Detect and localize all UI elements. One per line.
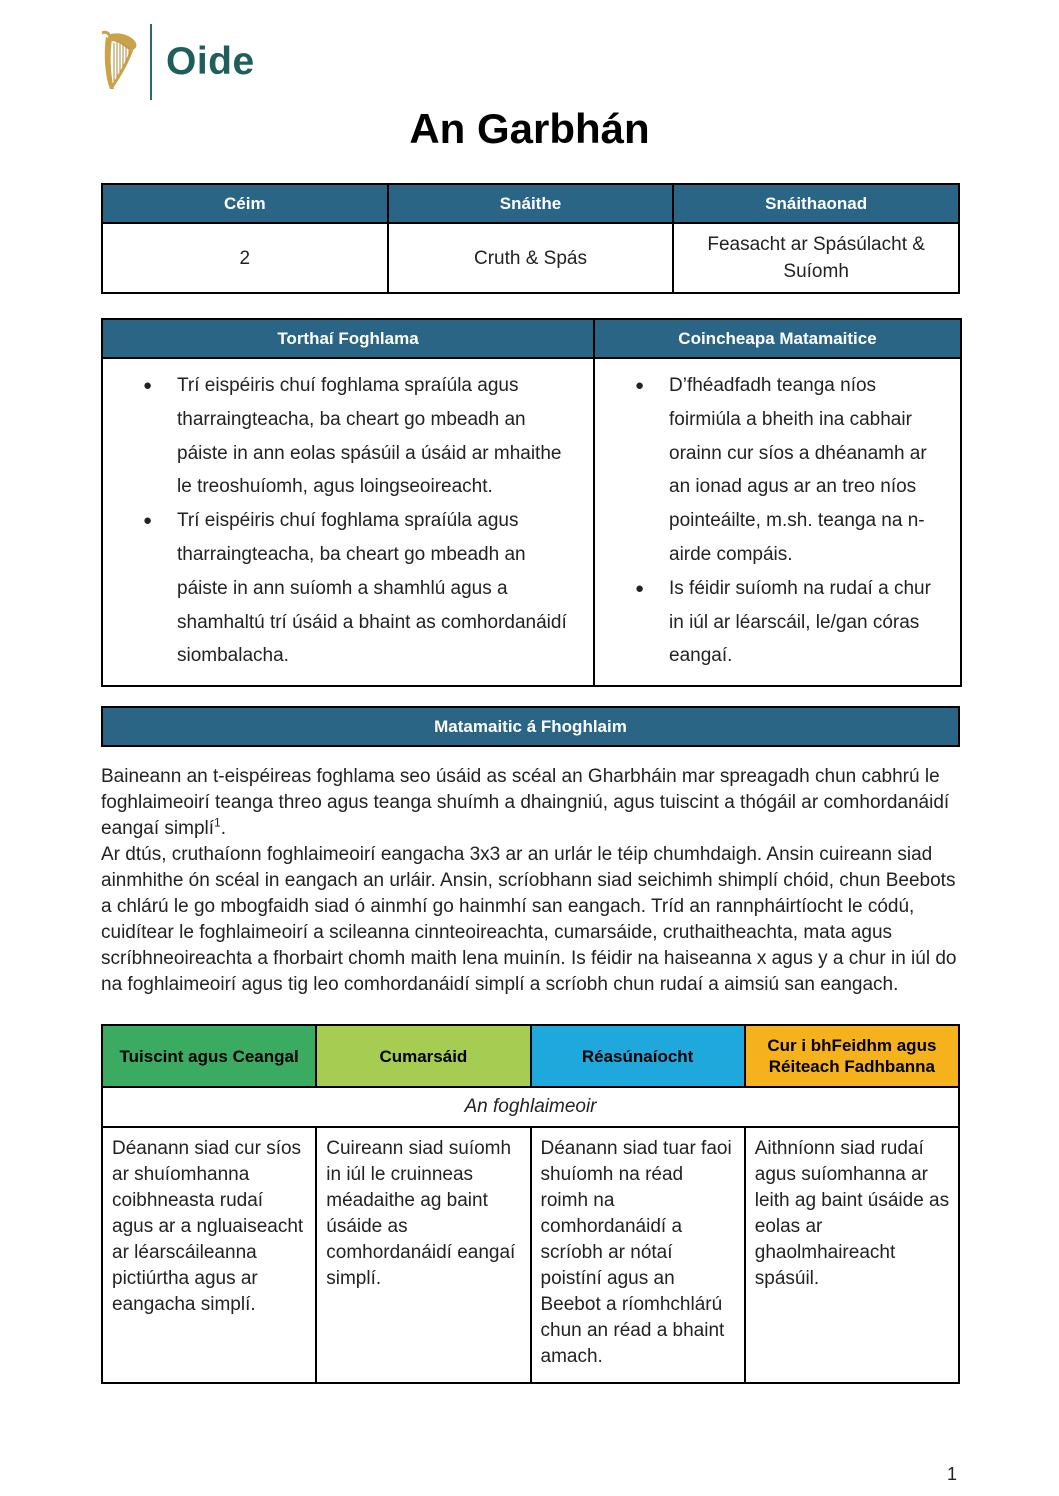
skill-cell-reasunaiocht: Déanann siad tuar faoi shuíomh na réad roimh na comhordanáidí a scríobh ar nótaí poistíní agus an Beebot a ríomhchlárú chun an réad a bhaint amach.: [531, 1127, 745, 1383]
header-coincheapa: Coincheapa Matamaitice: [594, 319, 961, 358]
header-reasunaiocht: Réasúnaíocht: [531, 1025, 745, 1087]
list-item: ● Trí eispéiris chuí foghlama spraíúla agus tharraingteacha, ba cheart go mbeadh an páiste in ann suíomh a shamhlú agus a shamhaltú trí úsáid a bhaint as comhordanáidí siombalacha.: [177, 504, 579, 673]
list-item: ● Trí eispéiris chuí foghlama spraíúla agus tharraingteacha, ba cheart go mbeadh an páiste in ann eolas spásúil a úsáid ar mhaithe le treoshuíomh, agus loingseoireacht.: [177, 369, 579, 504]
list-item: ● Is féidir suíomh na rudaí a chur in iúl ar léarscáil, le/gan córas eangaí.: [669, 572, 946, 673]
concepts-cell: [594, 358, 961, 686]
header-ceim: Céim: [102, 184, 388, 223]
page-number: 1: [946, 1464, 957, 1484]
cell-snaithe: Cruth & Spás: [388, 223, 674, 293]
skill-cell-cumarsaid: Cuireann siad suíomh in iúl le cruinneas méadaithe ag baint úsáide as comhordanáidí eangaí simplí.: [316, 1127, 530, 1383]
footnote-mark: 1: [214, 815, 221, 830]
learner-label: An foghlaimeoir: [102, 1087, 959, 1127]
outcomes-table: [101, 318, 962, 687]
header-torthai: Torthaí Foghlama: [102, 319, 594, 358]
logo-divider: [150, 24, 152, 100]
cell-ceim: 2: [102, 223, 388, 293]
header-tuiscint: Tuiscint agus Ceangal: [102, 1025, 316, 1087]
paragraph-1: [101, 764, 963, 842]
header-snaithaonad: Snáithaonad: [673, 184, 959, 223]
header-cumarsaid: Cumarsáid: [316, 1025, 530, 1087]
skills-table: [101, 1024, 960, 1384]
oide-logo: [98, 22, 255, 102]
paragraph-1-end: .: [220, 818, 226, 839]
paragraph-2: Ar dtús, cruthaíonn foghlaimeoirí eangacha 3x3 ar an urlár le téip chumhdaigh. Ansin cuireann siad ainmhithe ón scéal in eangach an urláir. Ansin, scríobhann siad seichimh shimplí chóid, chun Beebots a chlárú le go mbogfaidh siad ó ainmhí go hainmhí san eangach. Tríd an rannpháirtíocht le códú, cuidítear le foghlaimeoirí a scileanna cinnteoireachta, cumarsáide, cruthaitheachta, mata agus scríbhneoireachta a fhorbairt chomh maith lena muinín. Is féidir na haiseanna x agus y a chur in iúl do na foghlaimeoirí agus tig leo comhordanáidí simplí a scríobh chun rudaí a aimsiú san eangach.: [101, 844, 957, 995]
header-snaithe: Snáithe: [388, 184, 674, 223]
list-item: ● D’fhéadfadh teanga níos foirmiúla a bheith ina cabhair orainn cur síos a dhéanamh ar an ionad agus ar an treo níos pointeáilte, m.sh. teanga na n-airde compáis.: [669, 369, 946, 572]
header-matamaitic: Matamaitic á Fhoghlaim: [102, 707, 959, 746]
learning-outcomes-list: [103, 359, 593, 685]
learning-outcomes-cell: [102, 358, 594, 686]
header-cur-i-bhfeidhm: Cur i bhFeidhm agus Réiteach Fadhbanna: [745, 1025, 959, 1087]
logo-text: Oide: [166, 40, 255, 83]
harp-icon: [98, 29, 140, 95]
page-title: An Garbhán: [409, 105, 650, 152]
paragraph-1-text: Baineann an t-eispéireas foghlama seo úsáid as scéal an Gharbháin mar spreagadh chun cabhrú le foghlaimeoirí teanga threo agus teanga shuímh a dhaingniú, agus tuiscint a thógáil ar comhordanáidí eangaí simplí: [101, 766, 950, 839]
learning-section-header: [101, 706, 960, 747]
learning-description: [101, 764, 963, 998]
info-table: [101, 183, 960, 294]
skill-cell-tuiscint: Déanann siad cur síos ar shuíomhanna coibhneasta rudaí agus ar a ngluaiseacht ar léarscáileanna pictiúrtha agus ar eangacha simplí.: [102, 1127, 316, 1383]
skill-cell-cur-i-bhfeidhm: Aithníonn siad rudaí agus suíomhanna ar leith ag baint úsáide as eolas ar ghaolmhaireacht spásúil.: [745, 1127, 959, 1383]
cell-snaithaonad: Feasacht ar Spásúlacht & Suíomh: [673, 223, 959, 293]
concepts-list: [595, 359, 960, 685]
